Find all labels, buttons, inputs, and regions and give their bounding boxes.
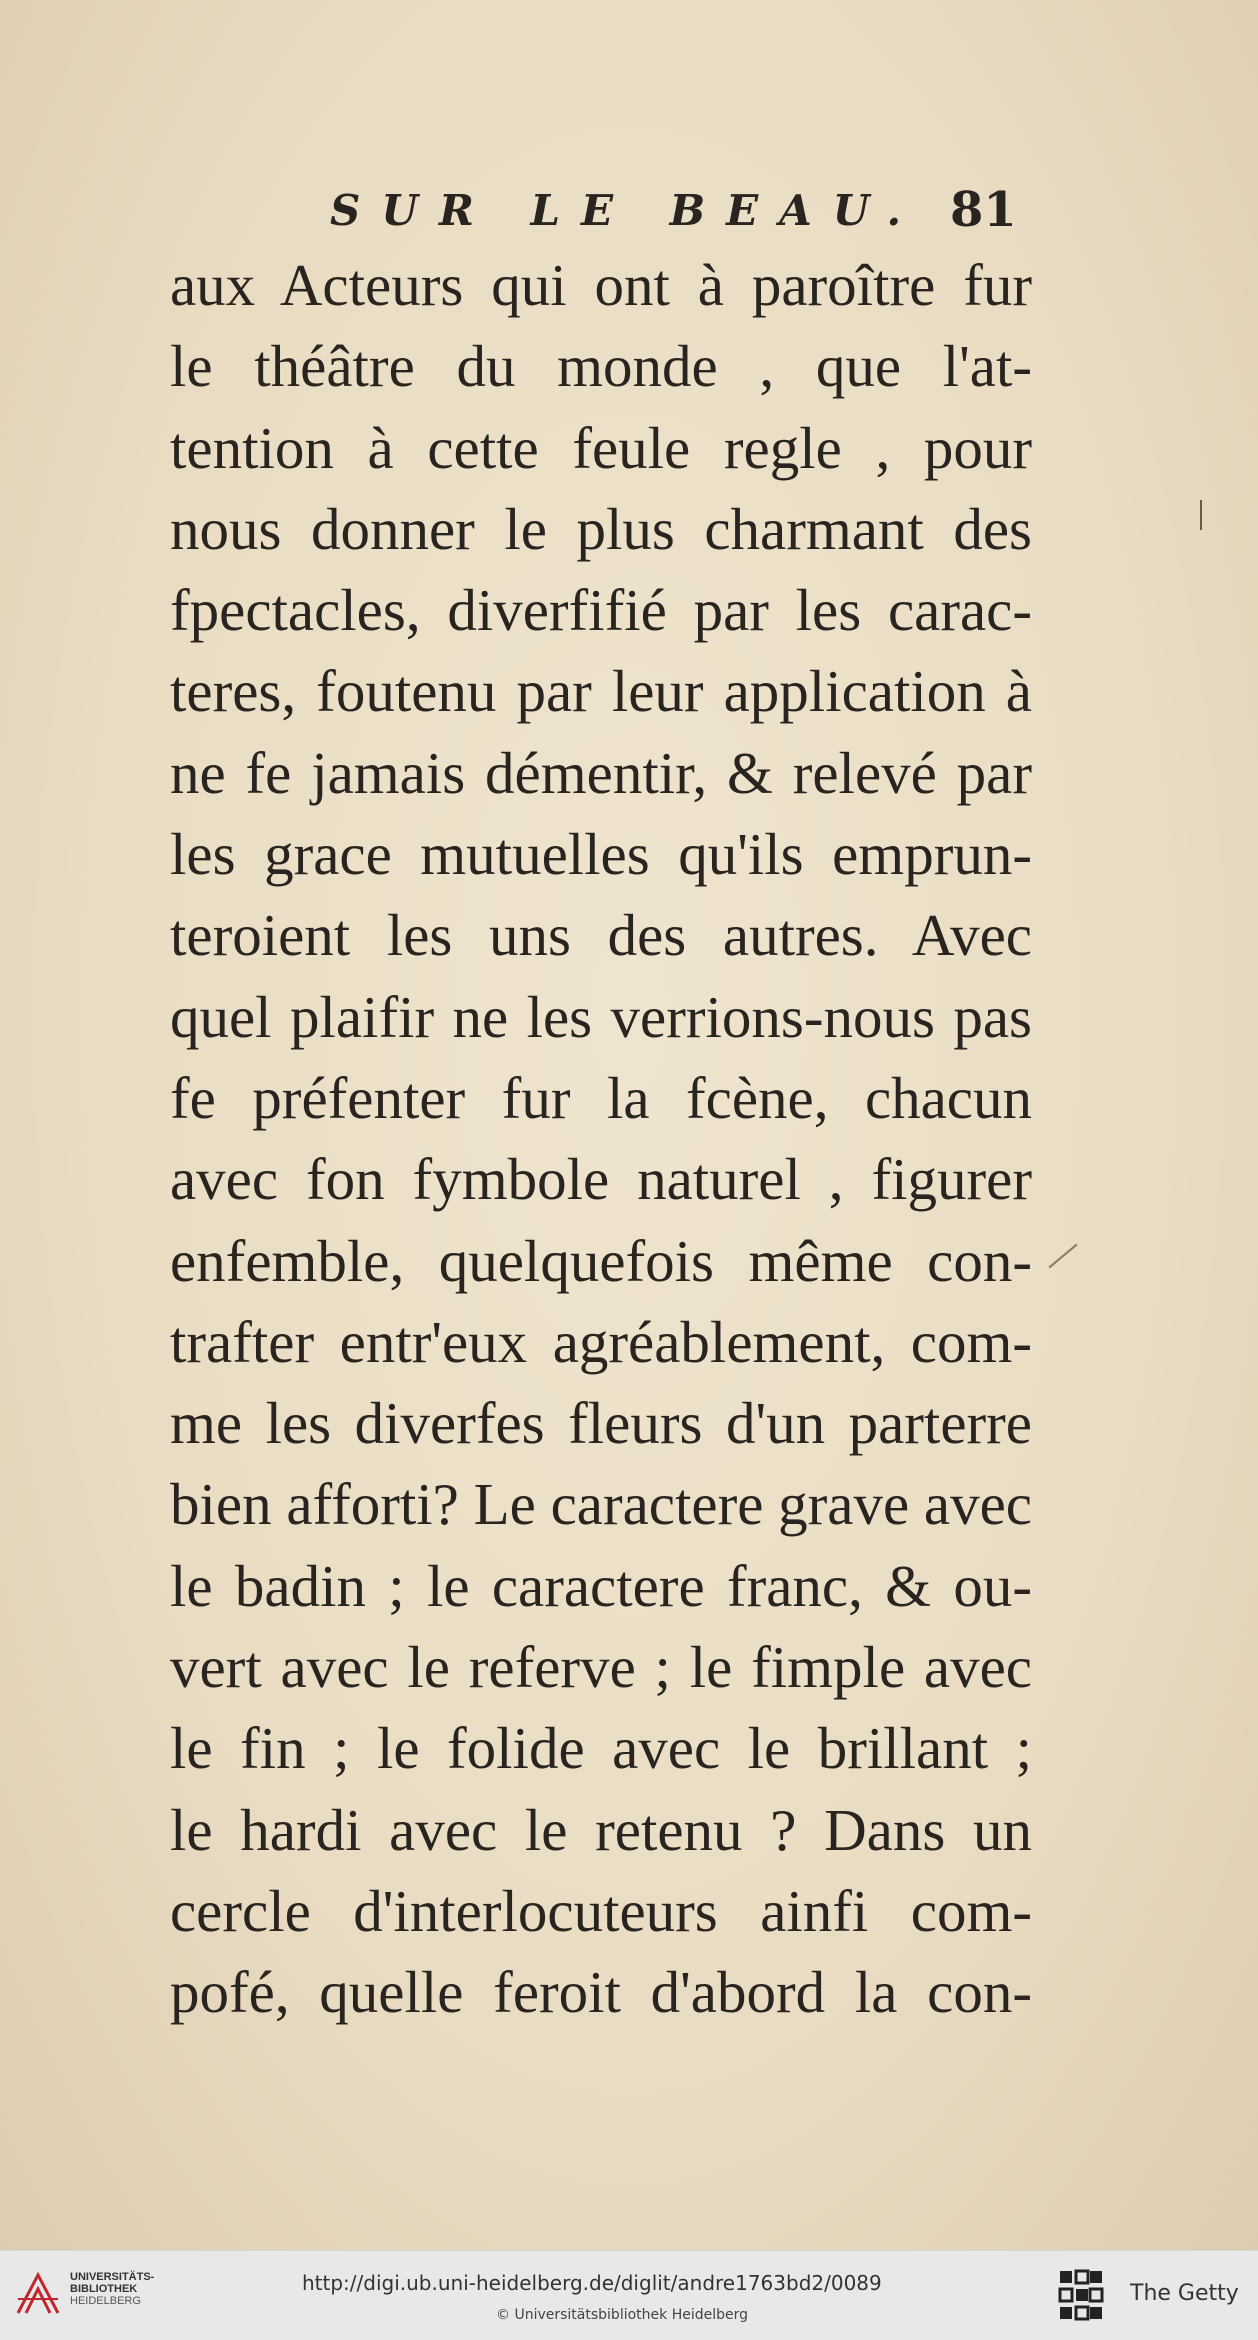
text-line: fe préfenter fur la fcène, chacun: [170, 1064, 1032, 1131]
viewer-footer: [0, 2250, 1258, 2340]
text-line: avec fon fymbole naturel , figurer: [170, 1146, 1032, 1213]
page-number: 81: [950, 182, 1017, 238]
text-line: bien afforti? Le caractere grave avec: [170, 1471, 1032, 1538]
text-line: le badin ; le caractere franc, & ou-: [170, 1552, 1032, 1619]
university-library-logo-icon: [14, 2269, 62, 2317]
text-line: ne fe jamais démentir, & relevé par: [170, 739, 1032, 806]
library-name-line: BIBLIOTHEK: [70, 2283, 138, 2295]
text-line: aux Acteurs qui ont à paroître fur: [170, 252, 1032, 318]
text-line: pofé, quelle feroit d'abord la con-: [170, 1959, 1032, 2026]
text-line: cercle d'interlocuteurs ainfi com-: [170, 1877, 1032, 1944]
permalink-url[interactable]: http://digi.ub.uni-heidelberg.de/diglit/andre1763bd2/0089: [302, 2271, 882, 2295]
copyright-notice: © Universitätsbibliothek Heidelberg: [496, 2307, 749, 2323]
text-line: trafter entr'eux agréablement, com-: [170, 1308, 1032, 1375]
text-line: le hardi avec le retenu ? Dans un: [170, 1796, 1032, 1863]
text-line: fpectacles, diverfifié par les carac-: [170, 577, 1032, 644]
text-line: nous donner le plus charmant des: [170, 495, 1032, 562]
text-line: me les diverfes fleurs d'un parterre: [170, 1390, 1032, 1457]
page-header: [330, 182, 1030, 246]
text-line: vert avec le referve ; le fimple avec: [170, 1634, 1032, 1701]
margin-mark: [1200, 500, 1202, 530]
getty-logo-icon: [1058, 2269, 1104, 2323]
text-line: le théâtre du monde , que l'at-: [170, 333, 1032, 400]
partner-name: The Getty: [1130, 2281, 1239, 2306]
library-name: [70, 2271, 154, 2307]
body-text: [170, 245, 1032, 2034]
library-name-line: UNIVERSITÄTS-: [70, 2271, 155, 2283]
text-line: teroient les uns des autres. Avec: [170, 902, 1032, 969]
text-line: teres, foutenu par leur application à: [170, 658, 1032, 725]
text-line: les grace mutuelles qu'ils emprun-: [170, 821, 1032, 888]
running-title: SUR LE BEAU.: [330, 186, 923, 235]
text-line: enfemble, quelquefois même con-: [170, 1227, 1032, 1294]
text-line: le fin ; le folide avec le brillant ;: [170, 1715, 1032, 1782]
library-name-line: HEIDELBERG: [70, 2295, 141, 2307]
margin-dash: [1049, 1244, 1078, 1269]
text-line: quel plaifir ne les verrions-nous pas: [170, 983, 1032, 1050]
text-line: tention à cette feule regle , pour: [170, 414, 1032, 481]
